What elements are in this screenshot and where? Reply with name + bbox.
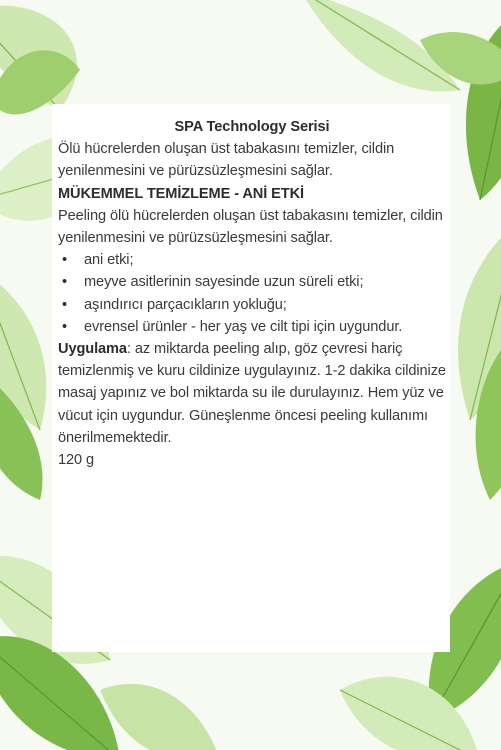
feature-list bbox=[58, 249, 446, 338]
section-heading: MÜKEMMEL TEMİZLEME - ANİ ETKİ bbox=[58, 185, 304, 202]
page-title: SPA Technology Serisi bbox=[174, 119, 330, 135]
product-description bbox=[58, 116, 446, 471]
usage-paragraph bbox=[58, 338, 446, 449]
leaf-icon bbox=[100, 684, 220, 750]
description-text: Peeling ölü hücrelerden oluşan üst tabakasını temizler, cildin yenilenmesini ve pürüzsüzleşmesini sağlar. bbox=[58, 207, 443, 247]
list-item: • meyve asitlerinin sayesinde uzun süreli etki; bbox=[58, 271, 446, 293]
usage-text: : az miktarda peeling alıp, göz çevresi hariç temizlenmiş ve kuru cildinize uygulayınız. 1-2 dakika cildinize masaj yapınız ve bol miktarda su ile durulayınız. Hem yüz ve vücut için uygundur. Güneşlenme öncesi peeling kullanımı önerilmemektedir. bbox=[58, 341, 446, 446]
intro-text: Ölü hücrelerden oluşan üst tabakasını temizler, cildin yenilenmesini ve pürüzsüzleşmesini sağlar. bbox=[58, 141, 395, 180]
usage-label: Uygulama bbox=[58, 341, 127, 358]
list-item: • ani etki; bbox=[58, 249, 446, 271]
weight-text: 120 g bbox=[58, 452, 95, 469]
list-item: • evrensel ürünler - her yaş ve cilt tipi için uygundur. bbox=[58, 316, 446, 338]
list-item: • aşındırıcı parçacıkların yokluğu; bbox=[58, 294, 446, 316]
